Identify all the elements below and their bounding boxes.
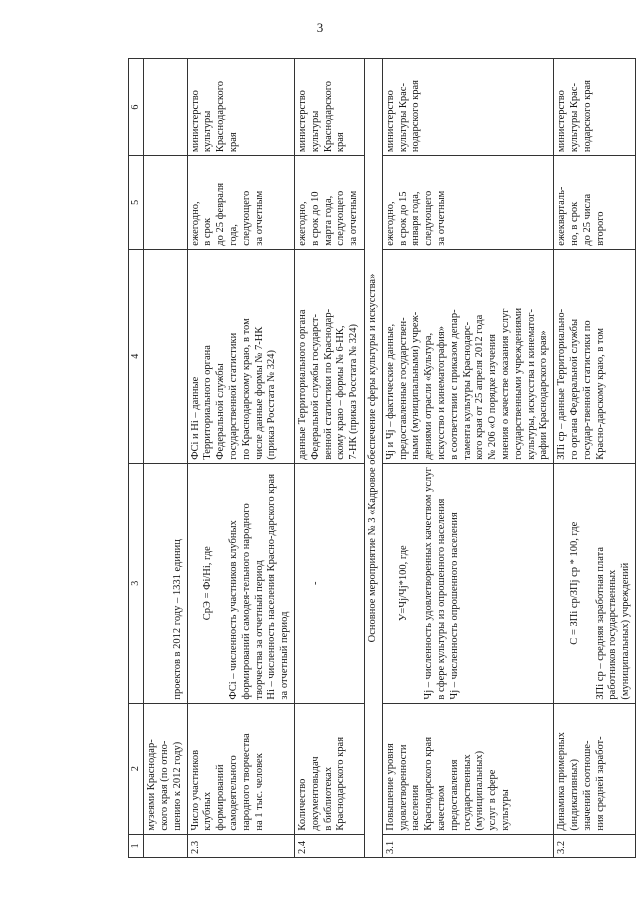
formula-text: ЗПi ср – средняя заработная плата работников государственных (муниципальных) учреждений [594,547,632,700]
formula-title: СрЭ = Фi/Нi, где [202,546,214,621]
row-number [144,834,187,857]
section-row [364,59,382,858]
header-col-6: 6 [129,59,144,156]
row-number: 3.1 [382,834,553,857]
page-number: 3 [316,20,324,35]
header-col-2: 2 [129,703,144,834]
table-row [144,59,187,858]
row-number: 3.2 [554,834,636,857]
formula-title: С = ЗПi ср/ЗПj ср * 100, где [568,521,580,645]
responsible-cell: министерство культуры Крас- нодарского края [382,59,553,156]
formula-title: У=Чj/Чj*100, где [397,545,409,622]
formula-text: Чj – численность удовлетворенных качеством услуг в сфере культуры из опрошенного населения Чj – численность опрошенного населения [423,467,460,700]
header-col-5: 5 [129,156,144,250]
responsible-cell [144,59,187,156]
responsible-cell: министерство культуры Краснодарского края [294,59,364,156]
formula-cell [144,463,187,703]
source-cell: ЗПi ср – данные Территориально- го органа Федеральной службы государ-твенной статистики по Красно-дарскому краю, в том [554,249,636,463]
header-col-1: 1 [129,834,144,857]
table-row [187,59,294,858]
deadline-cell [144,156,187,250]
formula-text: проектов в 2012 году – 1331 единиц [171,539,183,700]
section-title: Основное мероприятие № 3 «Кадровое обеспечение сферы культуры и искусства» [364,59,382,858]
source-cell: данные Территориального органа Федеральной службы государст- венной статистики по Краснодар- скому краю – формы № 6-НК, 7-НК (приказ Росстата № 324) [294,249,364,463]
formula-title: - [309,581,321,585]
header-col-4: 4 [129,249,144,463]
row-number: 2.3 [187,834,294,857]
source-cell [144,249,187,463]
table-row [382,59,553,858]
header-col-3: 3 [129,463,144,703]
responsible-cell: министерство культуры Краснодарского края [187,59,294,156]
table-row [294,59,364,858]
source-cell: ФСi и Нi – данные Территориального органа Федеральной службы государственной статистики по Краснодарскому краю, в том числе данные формы № 7-НК (приказ Росстата № 324) [187,249,294,463]
formula-cell [382,463,553,703]
indicator-name: Динамика примерных (индикативных) значений соотноше- ния средней заработ- [554,703,636,834]
formula-cell [294,463,364,703]
source-cell: Чj и Чj – фактические данные, предоставленные государствен- ными (муниципальными) учреж- дениями отрасли «Культура, искусство и кинематография» в соответствии с приказом депар- тамента культуры Краснодарс- кого края от 25 апреля 2012 года № 206 «О порядке изучения мнения о качестве оказания услуг государственными учреждениями культуры, искусства и кинематог- рафии Краснодарского края» [382,249,553,463]
rotated-table-container [128,58,632,858]
deadline-cell: ежегодно, в срок до 10 марта года, следующего за отчетным [294,156,364,250]
deadline-cell: ежекварталь- но, в срок до 25 числа второго [554,156,636,250]
responsible-cell: министерство культуры Крас- нодарского края [554,59,636,156]
formula-text: ФСi – численность участников клубных формирований самодея-тельного народного творчества за отчетный период Нi – численность населения Красно-дарского края за отчетный период [227,473,291,700]
indicator-name: Количество документовыдач в библиотеках Краснодарского края [294,703,364,834]
indicator-name: музеями Краснодар- ского края (по отно- шению к 2012 году) [144,703,187,834]
header-row [129,59,144,858]
indicators-table [128,58,636,858]
formula-cell [187,463,294,703]
table-row [554,59,636,858]
indicator-name: Повышение уровня удовлетворенности населения Краснодарского края качеством предоставления государственных (муниципальных) услуг в сфере культуры [382,703,553,834]
row-number: 2.4 [294,834,364,857]
deadline-cell: ежегодно, в срок до 25 февраля года, следующего за отчетным [187,156,294,250]
indicator-name: Число участников клубных формирований самодеятельного народного творчества на 1 тыс. человек [187,703,294,834]
deadline-cell: ежегодно, в срок до 15 января года, следующего за отчетным [382,156,553,250]
formula-cell [554,463,636,703]
